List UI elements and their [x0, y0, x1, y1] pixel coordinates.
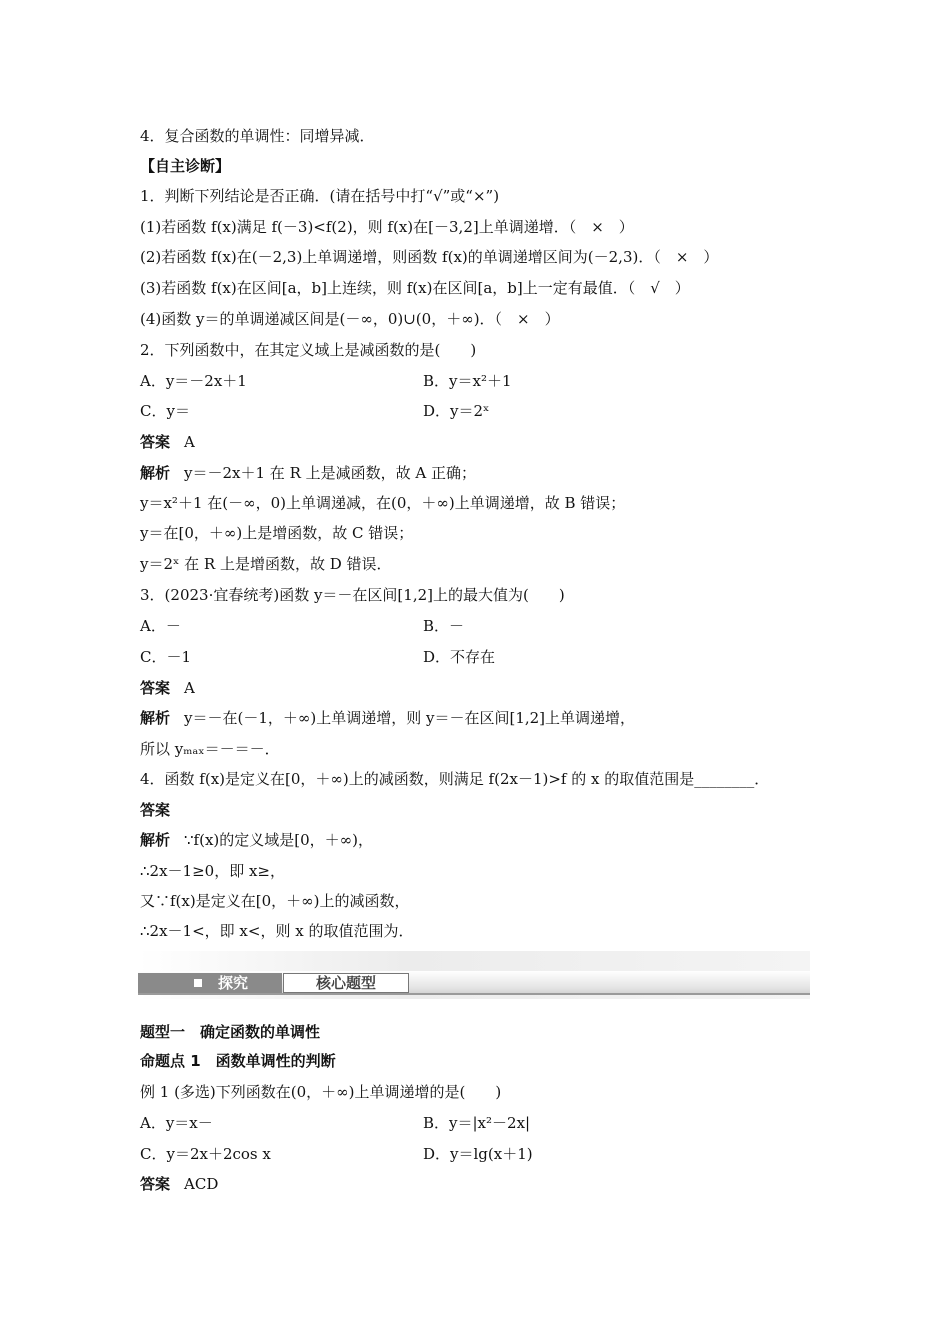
option-d: D．不存在 [423, 648, 496, 666]
question-4: 4．函数 f(x)是定义在[0，＋∞)上的减函数，则满足 f(2x－1)>f 的 x 的取值范围是________． [140, 770, 770, 788]
statement-4: (4)函数 y＝的单调递减区间是(－∞，0)∪(0，＋∞)．（ × ） [140, 310, 560, 328]
analysis-line: ∴2x－1<，即 x<，则 x 的取值范围为． [140, 922, 414, 940]
answer-value: A [184, 433, 195, 451]
subtopic-heading: 命题点 1 函数单调性的判断 [140, 1052, 336, 1070]
answer-line [140, 799, 184, 821]
analysis-line: y＝2ˣ 在 R 上是增函数，故 D 错误． [140, 555, 392, 573]
answer-value: A [184, 679, 195, 697]
question-2: 2．下列函数中，在其定义域上是减函数的是( ) [140, 341, 477, 359]
banner-tab-core-types: 核心题型 [283, 973, 409, 993]
analysis-text: ∵f(x)的定义域是[0，＋∞)， [184, 831, 374, 849]
example-1: 例 1 (多选)下列函数在(0，＋∞)上单调递增的是( ) [140, 1083, 502, 1101]
question-3: 3．(2023·宜春统考)函数 y＝－在区间[1,2]上的最大值为( ) [140, 586, 565, 604]
analysis-label: 解析 [140, 709, 171, 727]
analysis-line [140, 462, 476, 484]
option-c: C．－1 [140, 648, 192, 666]
option-a: A．y＝－2x＋1 [140, 372, 247, 390]
answer-line [140, 677, 195, 699]
option-a: A．－ [140, 617, 181, 635]
option-a: A．y＝x－ [140, 1114, 213, 1132]
answer-label: 答案 [140, 801, 171, 819]
answer-label: 答案 [140, 679, 171, 697]
analysis-line: y＝在[0，＋∞)上是增函数，故 C 错误； [140, 524, 414, 542]
analysis-label: 解析 [140, 464, 171, 482]
analysis-text: y＝－2x＋1 在 R 上是减函数，故 A 正确； [184, 464, 477, 482]
topic-heading: 题型一 确定函数的单调性 [140, 1023, 321, 1041]
statement-2: (2)若函数 f(x)在(－2,3)上单调递增，则函数 f(x)的单调递增区间为(－2,3)．（ × ） [140, 248, 719, 266]
statement-1: (1)若函数 f(x)满足 f(－3)<f(2)，则 f(x)在[－3,2]上单调递增．（ × ） [140, 218, 634, 236]
answer-label: 答案 [140, 1175, 171, 1193]
option-d: D．y＝2ˣ [423, 402, 490, 420]
answer-label: 答案 [140, 433, 171, 451]
answer-line [140, 431, 195, 453]
option-b: B．－ [423, 617, 465, 635]
banner-tab-explore [138, 973, 282, 993]
option-b: B．y＝|x²－2x| [423, 1114, 531, 1132]
analysis-line: 所以 yₘₐₓ＝－＝－． [140, 740, 280, 758]
section-heading: 【自主诊断】 [140, 157, 231, 175]
banner-rule [138, 993, 810, 995]
analysis-line [140, 829, 373, 851]
text-line: 4．复合函数的单调性：同增异减． [140, 127, 375, 145]
analysis-line: ∴2x－1≥0，即 x≥， [140, 862, 285, 880]
answer-line [140, 1173, 218, 1195]
analysis-line [140, 707, 635, 729]
section-banner [138, 951, 810, 999]
analysis-label: 解析 [140, 831, 171, 849]
analysis-text: y＝－在(－1，＋∞)上单调递增，则 y＝－在区间[1,2]上单调递增， [184, 709, 636, 727]
option-b: B．y＝x²＋1 [423, 372, 512, 390]
statement-3: (3)若函数 f(x)在区间[a，b]上连续，则 f(x)在区间[a，b]上一定有最值．（ √ ） [140, 279, 690, 297]
option-c: C．y＝ [140, 402, 190, 420]
analysis-line: 又∵f(x)是定义在[0，＋∞)上的减函数， [140, 892, 410, 910]
question-1: 1．判断下列结论是否正确．(请在括号中打“√”或“×”) [140, 187, 500, 205]
option-d: D．y＝lg(x＋1) [423, 1145, 533, 1163]
option-c: C．y＝2x＋2cos x [140, 1145, 271, 1163]
analysis-line: y＝x²＋1 在(－∞，0)上单调递减，在(0，＋∞)上单调递增，故 B 错误； [140, 494, 626, 512]
answer-value: ACD [184, 1175, 219, 1193]
banner-tab-label: 探究 [218, 974, 249, 992]
square-bullet-icon [194, 979, 202, 987]
